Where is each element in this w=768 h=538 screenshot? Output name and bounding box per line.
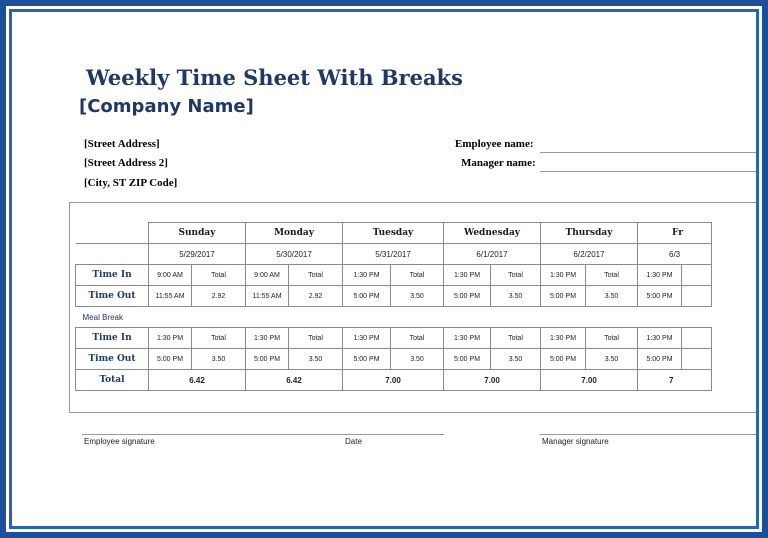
date-cell[interactable]: 6/1/2017 bbox=[444, 244, 541, 265]
date-cell[interactable]: 5/31/2017 bbox=[343, 244, 444, 265]
blank-cell bbox=[76, 244, 149, 265]
manager-signature-label: Manager signature bbox=[542, 437, 609, 446]
day-total: 7.00 bbox=[541, 370, 638, 391]
time-cell[interactable]: 1:30 PM bbox=[343, 328, 391, 349]
time-cell[interactable]: 9:00 AM bbox=[246, 265, 289, 286]
total-cell: Total bbox=[586, 265, 638, 286]
time-cell[interactable]: 5:00 PM bbox=[444, 286, 491, 307]
time-cell[interactable]: 11:55 AM bbox=[149, 286, 192, 307]
day-header: Wednesday bbox=[444, 223, 541, 244]
hours-cell: 3.50 bbox=[586, 286, 638, 307]
time-cell[interactable]: 5:00 PM bbox=[638, 349, 682, 370]
total-cell: Total bbox=[586, 328, 638, 349]
meal-break-label: Meal Break bbox=[82, 312, 123, 322]
company-name[interactable]: [Company Name] bbox=[79, 96, 254, 117]
date-label: Date bbox=[345, 437, 362, 446]
total-cell: Total bbox=[192, 265, 246, 286]
time-cell[interactable]: 5:00 PM bbox=[638, 286, 682, 307]
day-total: 7.00 bbox=[444, 370, 541, 391]
total-cell: Total bbox=[491, 265, 541, 286]
time-cell[interactable]: 9:00 AM bbox=[149, 265, 192, 286]
time-in-label: Time In bbox=[76, 328, 149, 349]
employee-name-field[interactable] bbox=[540, 152, 756, 153]
hours-cell: 3.50 bbox=[491, 286, 541, 307]
hours-cell: 3.50 bbox=[289, 349, 343, 370]
hours-cell: 3.50 bbox=[192, 349, 246, 370]
hours-cell: 2.92 bbox=[289, 286, 343, 307]
hours-cell bbox=[682, 349, 712, 370]
hours-cell: 3.50 bbox=[491, 349, 541, 370]
time-cell[interactable]: 1:30 PM bbox=[541, 328, 586, 349]
day-header-row bbox=[76, 223, 712, 244]
employee-name-label: Employee name: bbox=[455, 138, 534, 150]
hours-cell: 3.50 bbox=[586, 349, 638, 370]
hours-cell: 3.50 bbox=[391, 286, 444, 307]
time-cell[interactable]: 5:00 PM bbox=[343, 286, 391, 307]
time-out-label: Time Out bbox=[76, 349, 149, 370]
day-total: 6.42 bbox=[149, 370, 246, 391]
time-out-row bbox=[76, 286, 712, 307]
hours-cell bbox=[682, 286, 712, 307]
day-total: 7 bbox=[638, 370, 712, 391]
day-header: Tuesday bbox=[343, 223, 444, 244]
total-cell: Total bbox=[192, 328, 246, 349]
total-cell: Total bbox=[289, 265, 343, 286]
time-cell[interactable]: 11:55 AM bbox=[246, 286, 289, 307]
time-cell[interactable]: 1:30 PM bbox=[343, 265, 391, 286]
street-address[interactable]: [Street Address] bbox=[84, 138, 160, 150]
time-cell[interactable]: 5:00 PM bbox=[444, 349, 491, 370]
date-cell[interactable]: 6/3 bbox=[638, 244, 712, 265]
time-cell[interactable]: 1:30 PM bbox=[149, 328, 192, 349]
time-out-row bbox=[76, 349, 712, 370]
date-cell[interactable]: 5/30/2017 bbox=[246, 244, 343, 265]
meal-break-row bbox=[76, 307, 712, 328]
time-cell[interactable]: 5:00 PM bbox=[343, 349, 391, 370]
date-cell[interactable]: 5/29/2017 bbox=[149, 244, 246, 265]
document-title: Weekly Time Sheet With Breaks bbox=[86, 65, 463, 90]
total-cell: Total bbox=[289, 328, 343, 349]
time-cell[interactable]: 5:00 PM bbox=[246, 349, 289, 370]
street-address-2[interactable]: [Street Address 2] bbox=[84, 157, 168, 169]
timesheet-table bbox=[75, 222, 712, 391]
day-header: Sunday bbox=[149, 223, 246, 244]
employee-signature-label: Employee signature bbox=[84, 437, 155, 446]
time-out-label: Time Out bbox=[76, 286, 149, 307]
total-label: Total bbox=[76, 370, 149, 391]
total-cell bbox=[682, 328, 712, 349]
city-state-zip[interactable]: [City, ST ZIP Code] bbox=[84, 177, 178, 189]
time-cell[interactable]: 5:00 PM bbox=[149, 349, 192, 370]
manager-name-field[interactable] bbox=[540, 171, 756, 172]
total-cell: Total bbox=[391, 265, 444, 286]
total-cell: Total bbox=[491, 328, 541, 349]
time-cell[interactable]: 1:30 PM bbox=[246, 328, 289, 349]
day-total: 6.42 bbox=[246, 370, 343, 391]
corner-cell bbox=[76, 223, 149, 244]
time-cell[interactable]: 5:00 PM bbox=[541, 286, 586, 307]
time-in-label: Time In bbox=[76, 265, 149, 286]
day-header: Monday bbox=[246, 223, 343, 244]
day-header: Fr bbox=[638, 223, 712, 244]
total-cell: Total bbox=[391, 328, 444, 349]
time-in-row bbox=[76, 265, 712, 286]
day-total: 7.00 bbox=[343, 370, 444, 391]
day-header: Thursday bbox=[541, 223, 638, 244]
hours-cell: 3.50 bbox=[391, 349, 444, 370]
manager-name-label: Manager name: bbox=[461, 157, 536, 169]
time-cell[interactable]: 1:30 PM bbox=[444, 328, 491, 349]
employee-signature-line[interactable] bbox=[82, 434, 444, 435]
total-cell bbox=[682, 265, 712, 286]
time-cell[interactable]: 1:30 PM bbox=[638, 328, 682, 349]
time-cell[interactable]: 5:00 PM bbox=[541, 349, 586, 370]
time-in-row bbox=[76, 328, 712, 349]
hours-cell: 2.92 bbox=[192, 286, 246, 307]
time-cell[interactable]: 1:30 PM bbox=[444, 265, 491, 286]
date-cell[interactable]: 6/2/2017 bbox=[541, 244, 638, 265]
date-row bbox=[76, 244, 712, 265]
time-cell[interactable]: 1:30 PM bbox=[541, 265, 586, 286]
manager-signature-line[interactable] bbox=[540, 434, 756, 435]
timesheet-document bbox=[12, 12, 756, 526]
time-cell[interactable]: 1:30 PM bbox=[638, 265, 682, 286]
total-row bbox=[76, 370, 712, 391]
